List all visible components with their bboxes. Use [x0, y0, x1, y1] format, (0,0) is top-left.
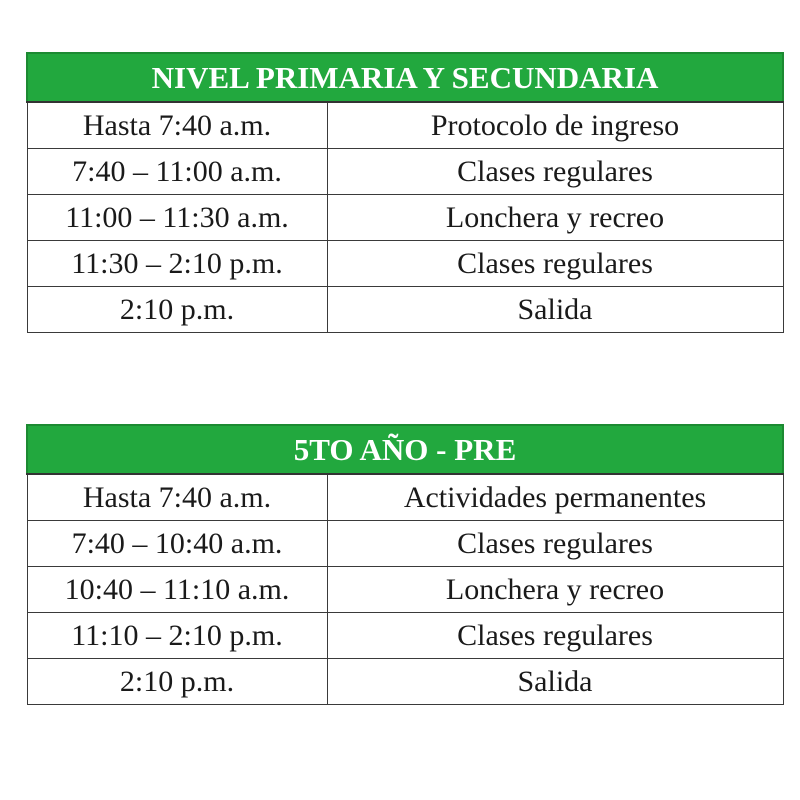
table-row — [27, 474, 783, 521]
table-row — [27, 149, 783, 195]
activity-cell: Lonchera y recreo — [327, 195, 783, 241]
time-cell: 10:40 – 11:10 a.m. — [27, 567, 327, 613]
schedule-table-primaria-secundaria — [26, 52, 784, 333]
time-cell: 2:10 p.m. — [27, 659, 327, 705]
table-row — [27, 521, 783, 567]
time-cell: 11:30 – 2:10 p.m. — [27, 241, 327, 287]
activity-cell: Clases regulares — [327, 521, 783, 567]
table-row — [27, 241, 783, 287]
activity-cell: Clases regulares — [327, 149, 783, 195]
time-cell: Hasta 7:40 a.m. — [27, 474, 327, 521]
time-cell: Hasta 7:40 a.m. — [27, 102, 327, 149]
table-row — [27, 195, 783, 241]
activity-cell: Lonchera y recreo — [327, 567, 783, 613]
table-title: NIVEL PRIMARIA Y SECUNDARIA — [27, 53, 783, 102]
activity-cell: Actividades permanentes — [327, 474, 783, 521]
time-cell: 11:00 – 11:30 a.m. — [27, 195, 327, 241]
time-cell: 7:40 – 10:40 a.m. — [27, 521, 327, 567]
activity-cell: Salida — [327, 287, 783, 333]
table-row — [27, 613, 783, 659]
activity-cell: Salida — [327, 659, 783, 705]
time-cell: 7:40 – 11:00 a.m. — [27, 149, 327, 195]
table-header-row — [27, 425, 783, 474]
table-header-row — [27, 53, 783, 102]
table-row — [27, 659, 783, 705]
table-title: 5TO AÑO - PRE — [27, 425, 783, 474]
time-cell: 2:10 p.m. — [27, 287, 327, 333]
table-row — [27, 567, 783, 613]
activity-cell: Clases regulares — [327, 241, 783, 287]
time-cell: 11:10 – 2:10 p.m. — [27, 613, 327, 659]
table-row — [27, 102, 783, 149]
activity-cell: Clases regulares — [327, 613, 783, 659]
table-row — [27, 287, 783, 333]
activity-cell: Protocolo de ingreso — [327, 102, 783, 149]
schedule-table-5to-ano-pre — [26, 424, 784, 705]
